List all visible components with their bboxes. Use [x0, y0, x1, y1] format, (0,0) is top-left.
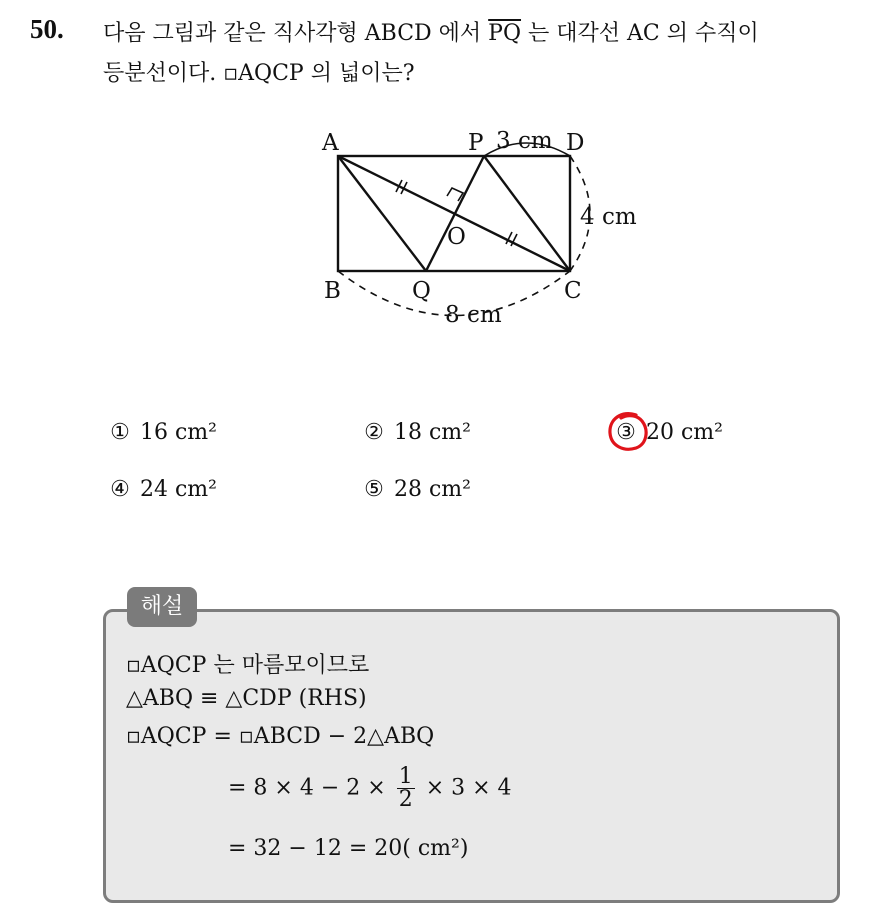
segment-aq	[338, 156, 426, 271]
solution-line4-b: × 3 × 4	[425, 775, 512, 801]
choice-3-text: 20 cm²	[646, 420, 723, 445]
choice-1-mark: ①	[110, 420, 130, 445]
fraction-denominator: 2	[398, 787, 413, 812]
label-o: O	[447, 224, 466, 250]
label-a: A	[322, 130, 339, 156]
label-c: C	[564, 278, 582, 304]
question-text-part-a: 다음 그림과 같은 직사각형 ABCD 에서	[103, 21, 489, 46]
solution-line3: ▫AQCP = ▫ABCD − 2△ABQ	[126, 724, 435, 749]
rectangle-figure	[310, 120, 670, 330]
question-text-line2: 등분선이다. ▫AQCP 의 넓이는?	[103, 61, 415, 86]
choice-3-mark: ③	[616, 420, 636, 445]
segment-pq-line	[426, 156, 484, 271]
choice-1[interactable]	[108, 420, 217, 445]
question-number: 50.	[30, 14, 64, 44]
solution-line5: = 32 − 12 = 20( cm²)	[228, 836, 469, 861]
choice-4-mark: ④	[110, 477, 130, 502]
question-text-part-b: 는 대각선 AC 의 수직이	[521, 21, 759, 46]
question-text-line1	[103, 16, 759, 47]
choice-1-text: 16 cm²	[140, 420, 217, 445]
choice-2[interactable]	[362, 420, 471, 445]
choice-5[interactable]	[362, 477, 471, 502]
solution-line4	[228, 766, 512, 811]
fraction-one-half	[397, 766, 415, 811]
right-angle-mark	[447, 188, 463, 201]
label-cd-length: 4 cm	[580, 204, 637, 230]
choice-2-text: 18 cm²	[394, 420, 471, 445]
label-bc-length: 8 cm	[445, 302, 502, 328]
segment-pc	[484, 156, 570, 271]
choice-5-text: 28 cm²	[394, 477, 471, 502]
label-pd-length: 3 cm	[496, 128, 553, 154]
solution-line2: △ABQ ≡ △CDP (RHS)	[126, 686, 367, 711]
label-q: Q	[412, 278, 431, 304]
answer-circle-mark	[606, 410, 650, 454]
choice-5-mark: ⑤	[364, 477, 384, 502]
solution-label: 해설	[127, 587, 197, 627]
choice-4[interactable]	[108, 477, 217, 502]
label-d: D	[566, 130, 585, 156]
segment-pq: $\overline{PQ}$	[488, 21, 522, 46]
fraction-numerator: 1	[398, 764, 413, 789]
label-p: P	[468, 130, 484, 156]
choice-2-mark: ②	[364, 420, 384, 445]
choice-4-text: 24 cm²	[140, 477, 217, 502]
solution-line1: ▫AQCP 는 마름모이므로	[126, 653, 370, 678]
solution-line4-a: = 8 × 4 − 2 ×	[228, 775, 386, 801]
label-b: B	[324, 278, 341, 304]
